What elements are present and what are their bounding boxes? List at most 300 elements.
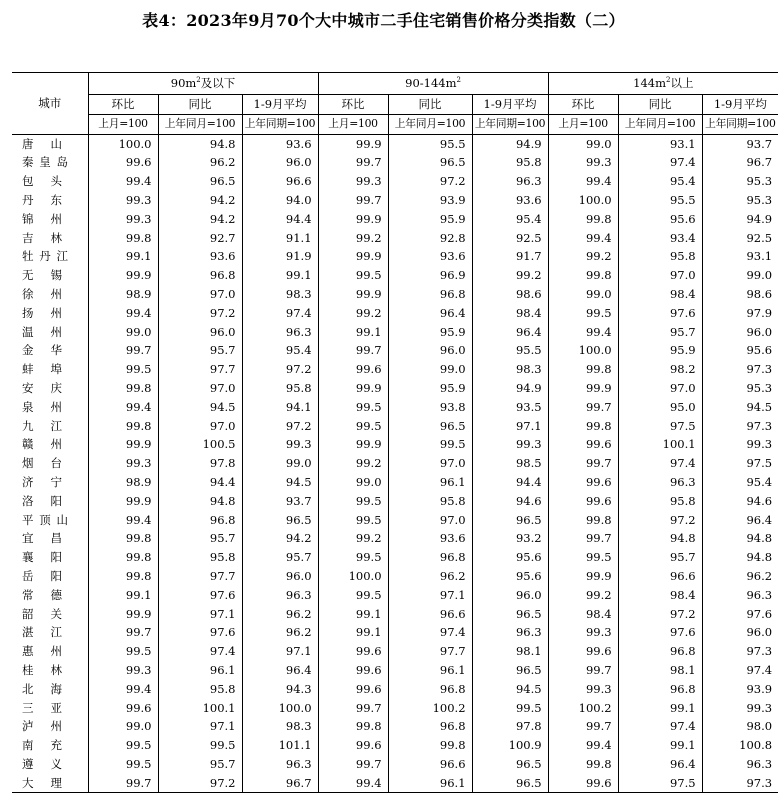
index-value: 99.3	[318, 172, 388, 191]
index-value: 100.0	[242, 699, 318, 718]
index-value: 98.9	[88, 473, 158, 492]
index-value: 99.3	[746, 437, 773, 452]
index-value: 99.8	[88, 229, 158, 248]
index-value: 96.7	[242, 774, 318, 793]
index-value: 94.5	[472, 680, 548, 699]
base-period-header: 上年同期=100	[242, 114, 318, 134]
index-value: 98.2	[618, 360, 702, 379]
index-value: 96.6	[618, 567, 702, 586]
index-value: 92.8	[388, 229, 472, 248]
city-name-text: 惠 州	[22, 644, 62, 659]
index-value: 98.9	[88, 285, 158, 304]
index-value: 96.3	[746, 756, 773, 771]
index-value: 96.4	[242, 661, 318, 680]
table-row	[12, 229, 778, 248]
index-value: 99.3	[88, 191, 158, 210]
table-row	[12, 511, 778, 530]
city-name-text: 大 理	[22, 775, 62, 790]
index-value: 97.4	[158, 642, 242, 661]
index-value: 96.1	[158, 661, 242, 680]
index-value: 99.9	[318, 210, 388, 229]
index-value: 98.4	[618, 285, 702, 304]
index-value: 96.4	[472, 323, 548, 342]
index-value: 99.9	[88, 605, 158, 624]
index-value: 99.0	[746, 268, 773, 283]
index-value: 100.1	[618, 435, 702, 454]
index-value: 97.3	[702, 774, 778, 793]
index-value: 99.0	[548, 285, 618, 304]
city-name	[12, 134, 88, 153]
index-value: 99.9	[88, 435, 158, 454]
base-period-header: 上年同月=100	[388, 114, 472, 134]
city-name-text: 蚌 埠	[22, 362, 62, 377]
index-value: 100.8	[739, 738, 773, 753]
index-value: 99.4	[318, 774, 388, 793]
index-value: 95.8	[242, 379, 318, 398]
index-value: 99.7	[548, 717, 618, 736]
index-value: 95.5	[388, 134, 472, 153]
index-value: 99.5	[472, 699, 548, 718]
index-value: 97.3	[746, 644, 773, 659]
index-value: 94.4	[158, 473, 242, 492]
index-value: 99.6	[318, 680, 388, 699]
city-name-text: 秦 皇 岛	[22, 155, 68, 170]
index-value: 94.5	[158, 398, 242, 417]
index-value: 93.4	[618, 229, 702, 248]
index-value: 99.1	[318, 605, 388, 624]
city-name-text: 襄 阳	[22, 550, 62, 565]
subcol-header: 环比	[88, 95, 158, 115]
group-header-over-144: $144m^2$以上	[548, 73, 778, 95]
city-name	[12, 511, 88, 530]
index-value: 99.0	[242, 454, 318, 473]
index-value: 97.0	[388, 511, 472, 530]
index-value: 93.7	[746, 136, 773, 151]
city-name-text: 洛 阳	[22, 493, 62, 508]
index-value: 99.3	[88, 661, 158, 680]
index-value: 97.6	[746, 606, 773, 621]
table-row	[12, 699, 778, 718]
index-value: 97.1	[158, 717, 242, 736]
index-value: 99.5	[88, 755, 158, 774]
city-name	[12, 736, 88, 755]
index-value: 95.8	[158, 680, 242, 699]
index-value: 94.2	[158, 191, 242, 210]
table-row	[12, 567, 778, 586]
index-value: 99.9	[318, 435, 388, 454]
index-value: 99.7	[548, 454, 618, 473]
index-value: 93.1	[618, 134, 702, 153]
index-value: 97.2	[618, 605, 702, 624]
index-value: 94.9	[746, 211, 773, 226]
city-name-text: 三 亚	[22, 700, 62, 715]
index-value: 99.2	[318, 229, 388, 248]
index-value: 96.0	[746, 625, 773, 640]
city-name-text: 湛 江	[22, 625, 62, 640]
city-name-text: 扬 州	[22, 305, 62, 320]
index-value: 99.3	[548, 623, 618, 642]
index-value: 95.7	[618, 548, 702, 567]
index-value: 93.9	[746, 681, 773, 696]
index-value: 99.7	[318, 191, 388, 210]
city-name	[12, 323, 88, 342]
index-value: 100.0	[548, 191, 618, 210]
index-value: 94.2	[158, 210, 242, 229]
city-name	[12, 379, 88, 398]
city-name-text: 唐 山	[22, 136, 62, 151]
index-value: 99.8	[88, 379, 158, 398]
city-name	[12, 172, 88, 191]
index-value: 95.7	[158, 529, 242, 548]
index-value: 99.7	[318, 755, 388, 774]
index-value: 96.3	[242, 323, 318, 342]
index-value: 99.1	[88, 247, 158, 266]
index-value: 97.0	[158, 417, 242, 436]
index-value: 97.0	[158, 285, 242, 304]
index-value: 94.5	[242, 473, 318, 492]
index-value: 94.8	[746, 550, 773, 565]
index-value: 97.4	[746, 662, 773, 677]
index-value: 99.1	[88, 586, 158, 605]
index-value: 97.9	[746, 305, 773, 320]
index-value: 91.7	[472, 247, 548, 266]
table-row	[12, 247, 778, 266]
index-value: 91.9	[242, 247, 318, 266]
index-value: 96.3	[242, 586, 318, 605]
index-value: 96.5	[472, 755, 548, 774]
index-value: 96.0	[158, 323, 242, 342]
group-header-under-90: $90m^2$及以下	[88, 73, 318, 95]
index-value: 96.3	[242, 755, 318, 774]
index-value: 99.2	[318, 304, 388, 323]
index-value: 99.0	[318, 473, 388, 492]
index-value: 97.7	[158, 567, 242, 586]
index-value: 99.6	[318, 642, 388, 661]
index-value: 97.2	[388, 172, 472, 191]
index-value: 96.8	[158, 266, 242, 285]
index-value: 99.8	[318, 717, 388, 736]
index-value: 95.4	[746, 474, 773, 489]
city-name-text: 北 海	[22, 681, 62, 696]
subcol-header: 1-9月平均	[242, 95, 318, 115]
index-value: 95.8	[158, 548, 242, 567]
index-value: 99.8	[548, 511, 618, 530]
index-value: 96.0	[242, 153, 318, 172]
index-value: 96.6	[388, 605, 472, 624]
subcol-header: 同比	[158, 95, 242, 115]
city-name-text: 赣 州	[22, 437, 62, 452]
subcol-header: 同比	[388, 95, 472, 115]
table-row	[12, 492, 778, 511]
index-value: 96.8	[388, 285, 472, 304]
index-value: 99.7	[548, 661, 618, 680]
index-value: 98.1	[618, 661, 702, 680]
index-value: 97.5	[746, 456, 773, 471]
table-row	[12, 398, 778, 417]
index-value: 94.3	[242, 680, 318, 699]
city-name	[12, 680, 88, 699]
index-value: 97.6	[158, 586, 242, 605]
index-value: 99.4	[88, 304, 158, 323]
index-value: 97.3	[746, 362, 773, 377]
index-value: 96.8	[388, 717, 472, 736]
index-value: 94.8	[158, 492, 242, 511]
index-value: 96.1	[388, 661, 472, 680]
index-value: 99.7	[548, 398, 618, 417]
index-value: 95.7	[158, 341, 242, 360]
city-name	[12, 360, 88, 379]
index-value: 99.5	[158, 736, 242, 755]
index-value: 94.6	[472, 492, 548, 511]
city-name	[12, 548, 88, 567]
table-row	[12, 210, 778, 229]
index-value: 93.6	[472, 191, 548, 210]
index-value: 99.6	[88, 699, 158, 718]
index-value: 93.2	[472, 529, 548, 548]
table-row	[12, 586, 778, 605]
index-value: 100.5	[158, 435, 242, 454]
table-row	[12, 680, 778, 699]
index-value: 93.6	[158, 247, 242, 266]
index-value: 96.2	[388, 567, 472, 586]
index-value: 97.1	[388, 586, 472, 605]
index-value: 96.0	[242, 567, 318, 586]
city-name	[12, 454, 88, 473]
city-name	[12, 435, 88, 454]
index-value: 91.1	[242, 229, 318, 248]
index-value: 93.1	[746, 249, 773, 264]
index-value: 99.6	[88, 153, 158, 172]
base-period-header: 上月=100	[548, 114, 618, 134]
index-value: 98.6	[472, 285, 548, 304]
index-value: 94.9	[472, 134, 548, 153]
index-value: 99.7	[88, 623, 158, 642]
table-row	[12, 642, 778, 661]
index-value: 99.1	[618, 699, 702, 718]
index-value: 99.5	[318, 266, 388, 285]
index-value: 96.8	[158, 511, 242, 530]
index-value: 96.0	[472, 586, 548, 605]
index-value: 99.8	[88, 548, 158, 567]
table-row	[12, 417, 778, 436]
city-name	[12, 605, 88, 624]
index-value: 96.8	[388, 680, 472, 699]
table-row	[12, 285, 778, 304]
base-period-header: 上年同期=100	[702, 114, 778, 134]
index-value: 99.8	[548, 755, 618, 774]
index-value: 98.5	[472, 454, 548, 473]
index-value: 99.5	[548, 304, 618, 323]
index-value: 96.0	[746, 324, 773, 339]
index-value: 95.8	[618, 492, 702, 511]
table-row	[12, 191, 778, 210]
index-value: 94.2	[242, 529, 318, 548]
index-value: 95.3	[746, 380, 773, 395]
index-value: 100.2	[548, 699, 618, 718]
index-value: 95.3	[746, 192, 773, 207]
index-value: 97.0	[158, 379, 242, 398]
index-value: 99.5	[318, 548, 388, 567]
index-value: 99.4	[88, 511, 158, 530]
index-value: 99.0	[88, 323, 158, 342]
index-value: 100.0	[318, 567, 388, 586]
index-value: 99.8	[88, 567, 158, 586]
index-value: 96.8	[388, 548, 472, 567]
table-row	[12, 341, 778, 360]
index-value: 97.4	[618, 717, 702, 736]
index-value: 96.5	[472, 605, 548, 624]
index-value: 99.6	[548, 492, 618, 511]
city-header: 城市	[12, 73, 88, 135]
index-value: 99.7	[318, 699, 388, 718]
index-value: 100.1	[158, 699, 242, 718]
index-value: 95.8	[618, 247, 702, 266]
city-name	[12, 661, 88, 680]
table-row	[12, 473, 778, 492]
city-name-text: 韶 关	[22, 606, 62, 621]
city-name-text: 九 江	[22, 418, 62, 433]
index-value: 96.0	[388, 341, 472, 360]
index-value: 99.4	[88, 680, 158, 699]
table-row	[12, 435, 778, 454]
index-value: 92.5	[746, 230, 773, 245]
index-value: 96.4	[388, 304, 472, 323]
city-name	[12, 774, 88, 793]
index-value: 99.5	[88, 736, 158, 755]
index-value: 99.5	[318, 511, 388, 530]
index-value: 99.4	[88, 172, 158, 191]
table-row	[12, 755, 778, 774]
index-value: 97.1	[472, 417, 548, 436]
index-value: 97.2	[242, 360, 318, 379]
index-value: 96.5	[472, 661, 548, 680]
city-name-text: 平 顶 山	[22, 512, 68, 527]
index-value: 99.6	[548, 473, 618, 492]
index-value: 99.5	[548, 548, 618, 567]
index-value: 99.1	[318, 623, 388, 642]
index-value: 99.9	[318, 247, 388, 266]
city-name-text: 锦 州	[22, 211, 62, 226]
index-value: 100.9	[472, 736, 548, 755]
index-value: 96.6	[388, 755, 472, 774]
index-value: 99.9	[548, 567, 618, 586]
table-row	[12, 266, 778, 285]
city-name	[12, 623, 88, 642]
index-value: 94.8	[158, 134, 242, 153]
index-value: 99.5	[88, 360, 158, 379]
index-value: 96.3	[472, 172, 548, 191]
city-name	[12, 492, 88, 511]
index-value: 99.0	[548, 134, 618, 153]
city-name-text: 泸 州	[22, 719, 62, 734]
index-value: 97.2	[158, 304, 242, 323]
index-value: 97.6	[158, 623, 242, 642]
index-value: 99.3	[472, 435, 548, 454]
index-value: 96.5	[158, 172, 242, 191]
index-value: 93.6	[388, 247, 472, 266]
index-value: 99.3	[88, 210, 158, 229]
index-value: 99.6	[318, 360, 388, 379]
table-row	[12, 529, 778, 548]
city-name-text: 安 庆	[22, 380, 62, 395]
index-value: 99.4	[548, 323, 618, 342]
city-name	[12, 567, 88, 586]
index-value: 98.4	[548, 605, 618, 624]
index-value: 99.8	[548, 266, 618, 285]
city-name	[12, 586, 88, 605]
city-name	[12, 210, 88, 229]
base-period-header: 上月=100	[88, 114, 158, 134]
index-value: 95.9	[618, 341, 702, 360]
index-value: 99.0	[88, 717, 158, 736]
city-name	[12, 398, 88, 417]
city-name	[12, 191, 88, 210]
city-name-text: 徐 州	[22, 286, 62, 301]
city-name	[12, 417, 88, 436]
city-name-text: 遵 义	[22, 756, 62, 771]
index-value: 96.3	[618, 473, 702, 492]
table-row	[12, 774, 778, 793]
index-value: 100.2	[388, 699, 472, 718]
index-value: 95.5	[618, 191, 702, 210]
index-value: 96.4	[746, 512, 773, 527]
index-value: 100.0	[88, 134, 158, 153]
city-name-text: 宜 昌	[22, 531, 62, 546]
index-value: 96.2	[242, 623, 318, 642]
index-value: 97.4	[388, 623, 472, 642]
index-value: 95.4	[618, 172, 702, 191]
index-value: 99.8	[548, 210, 618, 229]
index-value: 99.3	[242, 435, 318, 454]
index-value: 99.8	[88, 529, 158, 548]
index-value: 99.1	[318, 323, 388, 342]
index-value: 97.4	[242, 304, 318, 323]
index-value: 99.5	[318, 398, 388, 417]
index-value: 97.4	[618, 454, 702, 473]
index-value: 99.3	[88, 454, 158, 473]
index-value: 95.3	[746, 174, 773, 189]
subcol-header: 环比	[548, 95, 618, 115]
index-value: 94.4	[242, 210, 318, 229]
table-row	[12, 172, 778, 191]
index-value: 99.9	[318, 379, 388, 398]
table-row	[12, 717, 778, 736]
index-value: 93.5	[472, 398, 548, 417]
table-row	[12, 548, 778, 567]
index-value: 99.2	[318, 529, 388, 548]
index-value: 95.6	[746, 343, 773, 358]
index-value: 99.7	[548, 529, 618, 548]
index-value: 94.8	[746, 531, 773, 546]
index-value: 101.1	[242, 736, 318, 755]
index-value: 99.9	[88, 266, 158, 285]
index-value: 98.1	[472, 642, 548, 661]
index-value: 99.2	[318, 454, 388, 473]
index-value: 95.7	[618, 323, 702, 342]
index-value: 94.4	[472, 473, 548, 492]
index-value: 93.7	[242, 492, 318, 511]
index-value: 93.6	[388, 529, 472, 548]
city-name	[12, 285, 88, 304]
index-value: 99.8	[88, 417, 158, 436]
table-row	[12, 661, 778, 680]
index-value: 96.8	[618, 680, 702, 699]
index-value: 98.6	[746, 286, 773, 301]
index-value: 96.6	[242, 172, 318, 191]
index-value: 99.9	[318, 285, 388, 304]
base-period-header: 上年同期=100	[472, 114, 548, 134]
city-name-text: 南 充	[22, 738, 62, 753]
